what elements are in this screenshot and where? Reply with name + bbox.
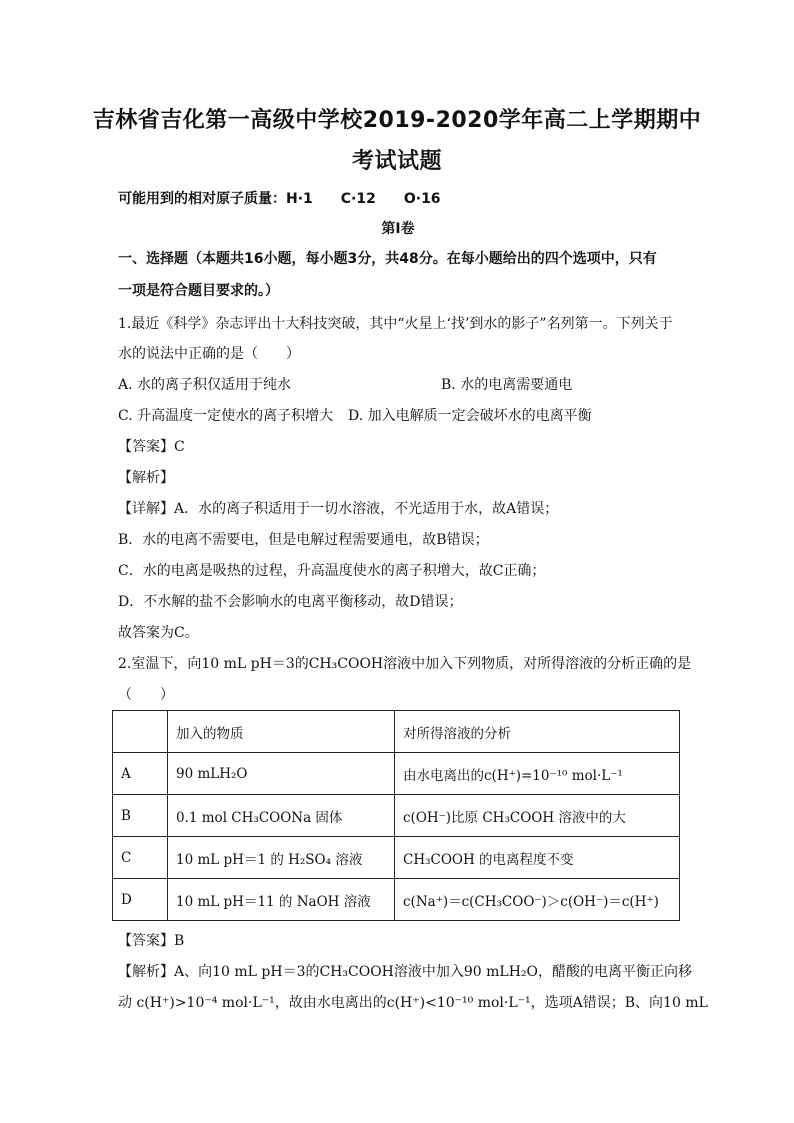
table-row — [113, 837, 680, 879]
table-cell: B — [113, 795, 168, 837]
q1-stem-line1: 1.最近《科学》杂志评出十大科技突破，其中“火星上‘找’到水的影子”名列第一。下列关于 — [118, 316, 673, 332]
q2-stem-line1: 2.室温下，向10 mL pH＝3的CH₃COOH溶液中加入下列物质，对所得溶液的分析正确的是 — [118, 656, 692, 672]
table-cell: C — [113, 837, 168, 879]
table-cell: c(Na⁺)＝c(CH₃COO⁻)＞c(OH⁻)＝c(H⁺) — [395, 879, 680, 921]
q2-stem-line2: （ ） — [118, 687, 174, 703]
table-header-row — [113, 711, 680, 753]
q1-detail-2: B．水的电离不需要电，但是电解过程需要通电，故B错误； — [118, 532, 489, 548]
table-cell: A — [113, 753, 168, 795]
q1-conclusion: 故答案为C。 — [118, 625, 199, 641]
q1-analysis-label: 【解析】 — [118, 470, 174, 486]
q2-answer: 【答案】B — [118, 933, 185, 949]
table-row — [113, 795, 680, 837]
q1-option-d: D. 加入电解质一定会破坏水的电离平衡 — [348, 408, 592, 424]
table-cell: D — [113, 879, 168, 921]
q2-analysis-line2: 动 c(H⁺)>10⁻⁴ mol·L⁻¹，故由水电离出的c(H⁺)<10⁻¹⁰ mol·L⁻¹，选项A错误；B、向10 mL — [118, 995, 708, 1011]
table-cell: 0.1 mol CH₃COONa 固体 — [168, 795, 395, 837]
q1-detail-4: D．不水解的盐不会影响水的电离平衡移动，故D错误； — [118, 594, 463, 610]
q1-stem-line2: 水的说法中正确的是（ ） — [118, 346, 300, 362]
q1-option-b: B. 水的电离需要通电 — [441, 377, 573, 393]
table-cell: CH₃COOH 的电离程度不变 — [395, 837, 680, 879]
table-cell: 90 mLH₂O — [168, 753, 395, 795]
q1-option-c: C. 升高温度一定使水的离子积增大 — [118, 408, 334, 424]
table-header-cell — [113, 711, 168, 753]
table-row — [113, 753, 680, 795]
q1-option-a: A. 水的离子积仅适用于纯水 — [118, 377, 292, 393]
table-cell: 由水电离出的c(H⁺)=10⁻¹⁰ mol·L⁻¹ — [395, 753, 680, 795]
q1-answer: 【答案】C — [118, 439, 185, 455]
volume-heading: 第Ⅰ卷 — [381, 221, 415, 237]
table-header-cell: 对所得溶液的分析 — [395, 711, 680, 753]
table-cell: c(OH⁻)比原 CH₃COOH 溶液中的大 — [395, 795, 680, 837]
table-header-cell: 加入的物质 — [168, 711, 395, 753]
q2-table — [112, 710, 680, 921]
table-row — [113, 879, 680, 921]
document-title-line1: 吉林省吉化第一高级中学校2019-2020学年高二上学期期中 — [92, 108, 702, 133]
q2-analysis-line1: 【解析】A、向10 mL pH＝3的CH₃COOH溶液中加入90 mLH₂O，醋酸的电离平衡正向移 — [118, 964, 693, 980]
section-heading-line1: 一、选择题（本题共16小题，每小题3分，共48分。在每小题给出的四个选项中，只有 — [118, 251, 657, 267]
q1-detail-3: C．水的电离是吸热的过程，升高温度使水的离子积增大，故C正确； — [118, 563, 546, 579]
section-heading-line2: 一项是符合题目要求的。） — [118, 283, 279, 299]
table-cell: 10 mL pH＝1 的 H₂SO₄ 溶液 — [168, 837, 395, 879]
q1-detail-1: 【详解】A．水的离子积适用于一切水溶液，不光适用于水，故A错误； — [118, 501, 559, 517]
document-title-line2: 考试试题 — [351, 149, 442, 174]
atomic-masses: 可能用到的相对原子质量：H·1 C·12 O·16 — [118, 191, 441, 207]
table-cell: 10 mL pH＝11 的 NaOH 溶液 — [168, 879, 395, 921]
